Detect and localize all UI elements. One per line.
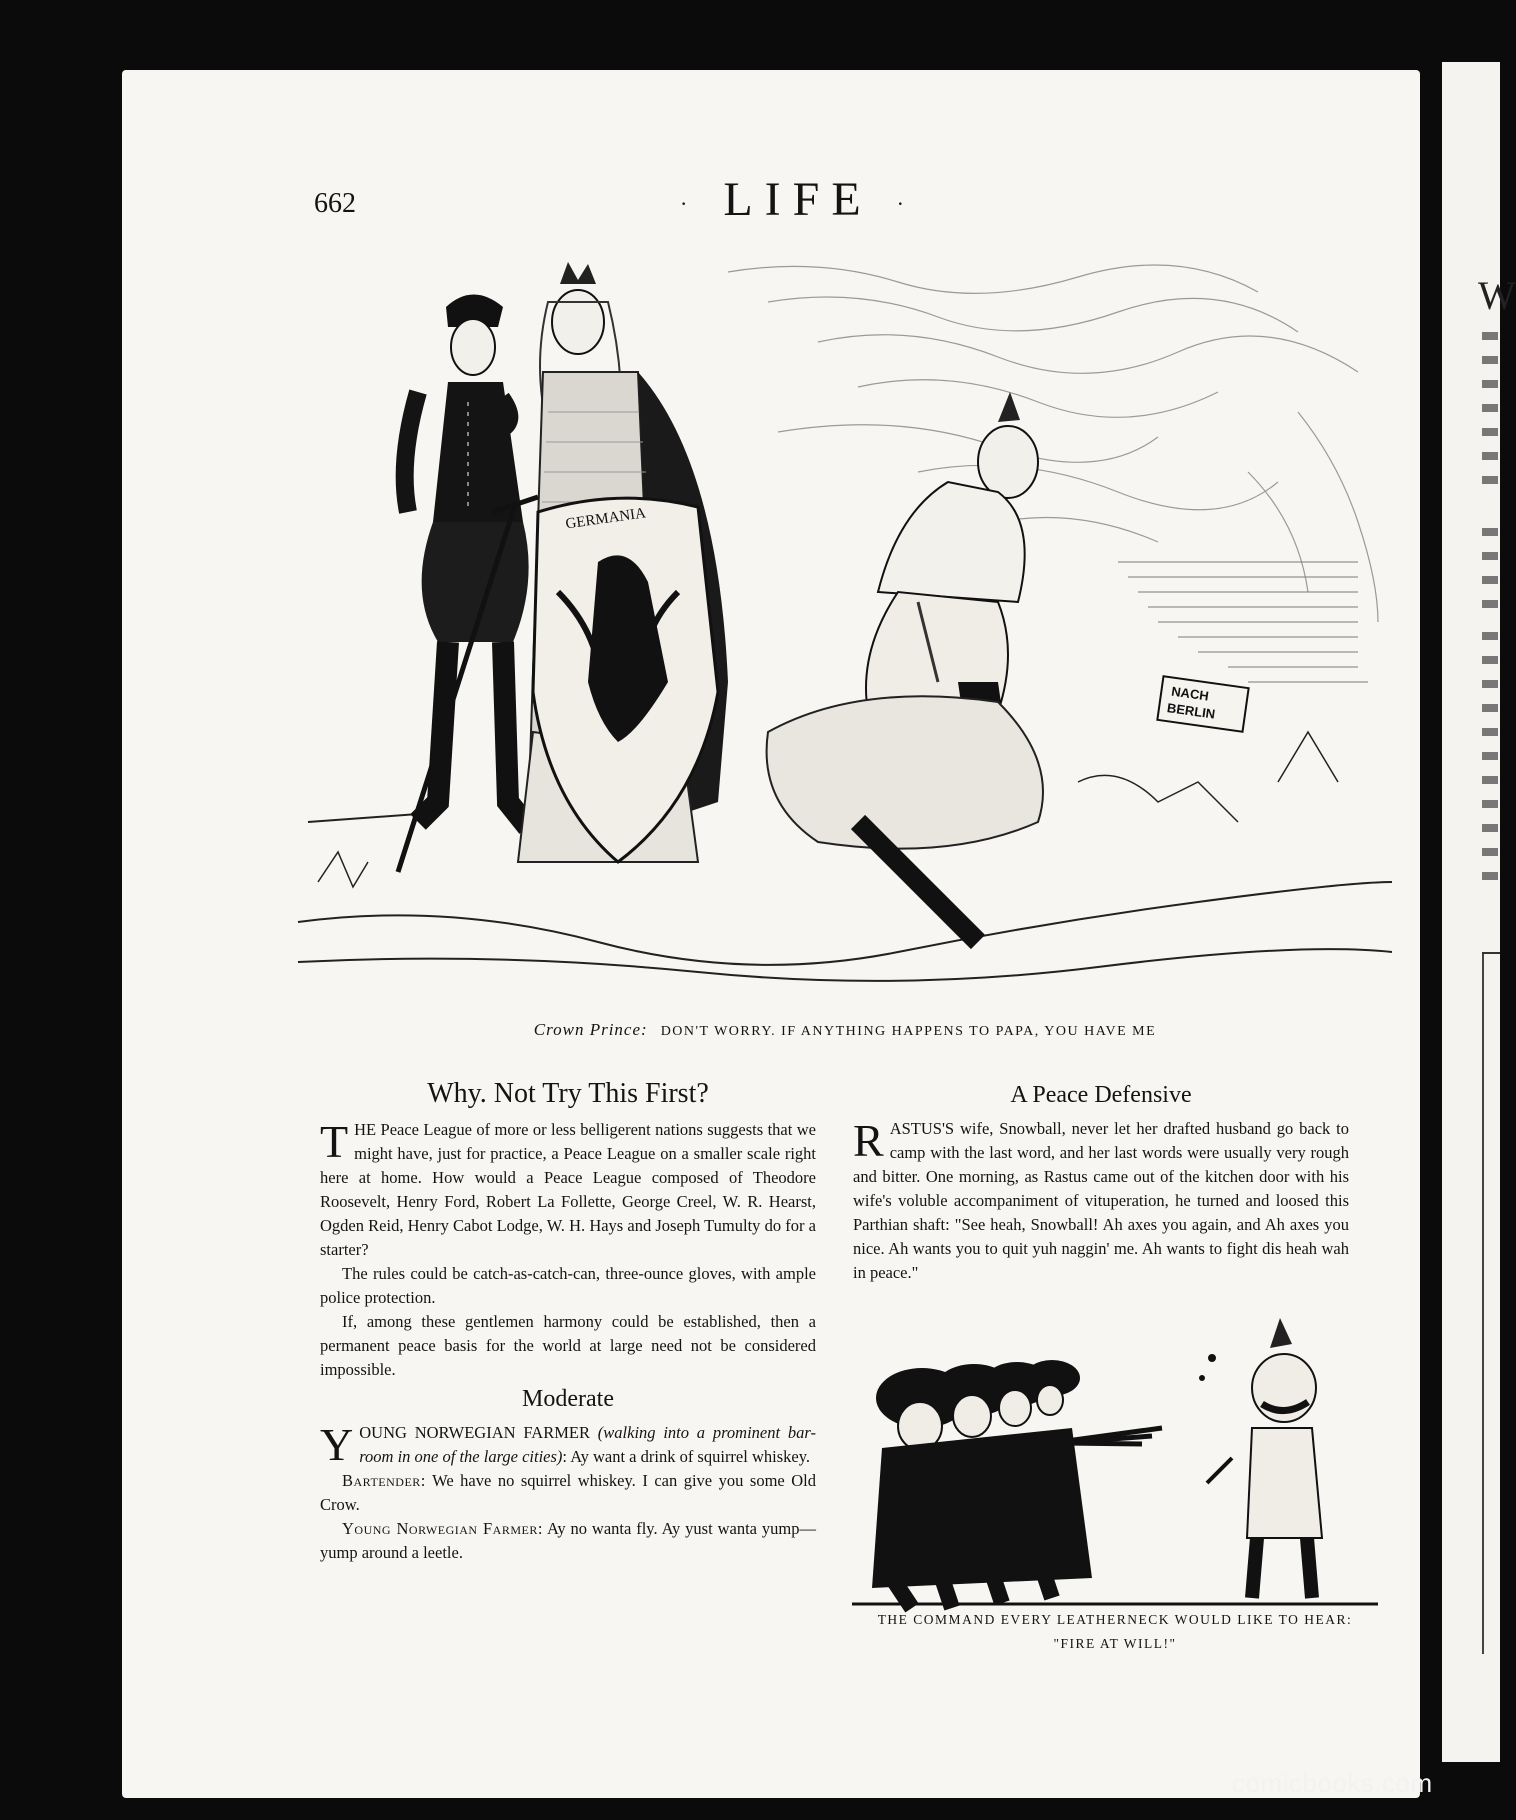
- left-column: [320, 1078, 816, 1565]
- masthead-dot-right: ·: [896, 190, 916, 216]
- article-why-paragraph-1: [320, 1118, 816, 1262]
- article-peace-paragraph-1: [853, 1117, 1349, 1285]
- article-moderate-paragraph-2: [320, 1469, 816, 1517]
- masthead: [680, 172, 916, 227]
- farmer-speaker: Young Norwegian Farmer:: [342, 1519, 543, 1538]
- shield-label: GERMANIA: [564, 505, 647, 533]
- moderate-p1-lead: OUNG NORWEGIAN FARMER: [359, 1423, 590, 1442]
- masthead-title: LIFE: [723, 173, 873, 226]
- right-column: [853, 1078, 1349, 1285]
- farmer-line: Ay no wanta fly. Ay yust wanta yump—yump around a leetle.: [320, 1519, 816, 1562]
- dropcap-r: R: [853, 1115, 884, 1166]
- rock: [767, 696, 1043, 848]
- article-peace-title: A Peace Defensive: [1010, 1082, 1192, 1108]
- source-watermark: comicbooks.com: [1232, 1768, 1433, 1798]
- article-peace-p1-text: ASTUS'S wife, Snowball, never let her drafted husband go back to camp with the last word, and her last words were usually very rough and bitter. One morning, as Rastus came out of the kitchen door with his wife's voluble accompaniment of vituperation, he turned and loosed this Parthian shaft: "See heah, Snowball! Ah axes you again, and Ah axes you nice. Ah wants you to quit yuh naggin' me. Ah wants to fight dis heah wah in peace.": [853, 1119, 1349, 1282]
- dropcap-y: Y: [320, 1419, 354, 1470]
- leatherneck-cartoon-caption: [852, 1608, 1378, 1656]
- article-why-paragraph-3: If, among these gentlemen harmony could be established, then a permanent peace basis for the world at large need not be considered impossible.: [320, 1312, 816, 1379]
- dropcap-t: T: [320, 1116, 349, 1167]
- main-cartoon-caption: [298, 1020, 1392, 1040]
- sign-line1: NACH: [1170, 683, 1210, 704]
- article-moderate-paragraph-1: [320, 1421, 816, 1469]
- masthead-dot-left: ·: [680, 190, 700, 216]
- sign-line2: BERLIN: [1166, 700, 1217, 722]
- article-why-title: Why. Not Try This First?: [427, 1078, 709, 1109]
- article-moderate-paragraph-3: [320, 1517, 816, 1565]
- moderate-p1-italic: (walking into a prominent bar-room in one of the large cities): [359, 1423, 816, 1466]
- adjacent-page-rule: [1482, 952, 1500, 954]
- marine-soldiers: [872, 1360, 1092, 1608]
- caption-speaker: Crown Prince:: [533, 1020, 648, 1039]
- bartender-speaker: Bartender:: [342, 1471, 426, 1490]
- moderate-p1-rest: : Ay want a drink of squirrel whiskey.: [562, 1447, 811, 1466]
- article-why-paragraph-2: The rules could be catch-as-catch-can, three-ounce gloves, with ample police protection.: [320, 1264, 816, 1307]
- small-caption-line2: "FIRE AT WILL!": [1053, 1636, 1177, 1651]
- adjacent-page-letter: W: [1478, 273, 1516, 318]
- bartender-line: We have no squirrel whiskey. I can give you some Old Crow.: [320, 1471, 816, 1514]
- page-number: 662: [314, 188, 356, 219]
- small-caption-line1: THE COMMAND EVERY LEATHERNECK WOULD LIKE TO HEAR:: [877, 1612, 1353, 1627]
- adjacent-page-box-edge: [1482, 954, 1484, 1654]
- leatherneck-cartoon-illustration: [852, 1318, 1378, 1608]
- caption-text: DON'T WORRY. IF ANYTHING HAPPENS TO PAPA, YOU HAVE ME: [660, 1024, 1157, 1039]
- adjacent-page-edge: [1442, 62, 1516, 1762]
- article-moderate-title: Moderate: [522, 1386, 614, 1412]
- main-cartoon-illustration: [298, 262, 1392, 998]
- article-why-p1-text: HE Peace League of more or less belligerent nations suggests that we might have, just for practice, a Peace League on a smaller scale right here at home. How would a Peace League composed of Theodore Roosevelt, Henry Ford, Robert La Follette, George Creel, W. R. Hearst, Ogden Reid, Henry Cabot Lodge, W. H. Hays and Joseph Tumulty do for a starter?: [320, 1120, 816, 1259]
